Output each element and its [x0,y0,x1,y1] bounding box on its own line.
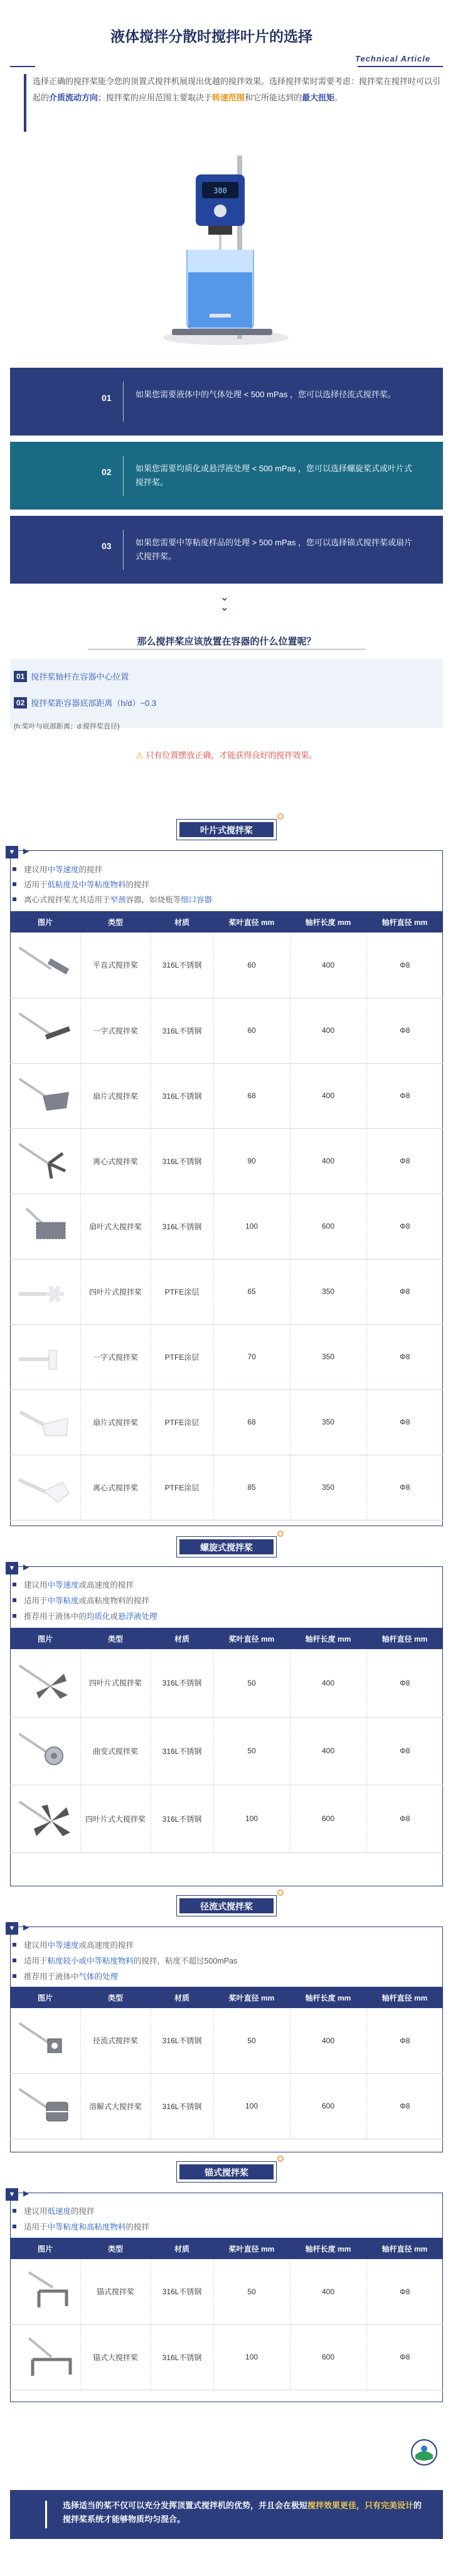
bullet-highlight: 窄颈 [110,895,126,904]
triangle-icon: ▶ [23,1923,29,1932]
column-header: 轴杆长度 mm [290,911,366,933]
impeller-image [10,1717,80,1785]
blade-diameter: 85 [213,1455,290,1520]
blade-diameter: 60 [213,998,290,1063]
shaft-diameter: Φ8 [366,933,443,998]
bullet-item [13,1579,134,1590]
impeller-material: 316L不锈钢 [151,1785,213,1852]
column-header: 类型 [80,1987,151,2008]
ptfe-fan-icon [14,1399,77,1443]
column-header: 桨叶直径 mm [213,1628,290,1649]
bullet-highlight: 细口容器 [181,895,213,904]
impeller-type: 扇片式搅拌桨 [80,1389,151,1455]
table-row [10,2259,443,2324]
shaft-length: 400 [290,933,366,998]
impeller-type: 扇叶式大搅拌桨 [80,1194,151,1259]
bullet-text: 建议用 [24,1941,48,1950]
blade-diameter: 100 [213,2073,290,2139]
blade-diameter: 50 [213,2259,290,2324]
shaft-length: 350 [290,1324,366,1389]
table-row [10,1785,443,1852]
shaft-length: 600 [290,2073,366,2139]
table-row [10,1649,443,1717]
blade-diameter: 100 [213,1194,290,1259]
square-bullet-icon [13,1959,16,1962]
bullet-item [13,2221,149,2232]
recommendation-card-2 [10,442,443,510]
column-header: 类型 [80,911,151,933]
header-rule-left [10,66,35,67]
impeller-type: 径流式搅拌桨 [80,2008,151,2073]
column-header: 桨叶直径 mm [213,2238,290,2259]
decor-dot-icon [277,1889,284,1896]
impeller-material: 316L不锈钢 [151,1194,213,1259]
bullet-highlight: 低粘度及中等粘度物料 [47,880,126,889]
table-row [10,2073,443,2139]
impeller-type: 四叶片式搅拌桨 [80,1649,151,1717]
intro-highlight-torque: 最大扭矩 [302,93,335,102]
impeller-type: 一字式搅拌桨 [80,1324,151,1389]
serrated-large-icon [14,1204,77,1248]
bullet-item [13,2205,95,2216]
impeller-material: 316L不锈钢 [151,1128,213,1194]
impeller-material: PTFE涂层 [151,1259,213,1324]
impeller-type: 锚式搅拌桨 [80,2259,151,2324]
impeller-image [10,1259,80,1324]
section-heading-radial [176,1895,277,1916]
intro-text-1: 选择正确的搅拌桨能令您的顶置式搅拌机展现出优越的搅拌效果。选择搅拌桨时需要考虑：搅拌桨在搅拌时可以引起的 [33,77,441,102]
bullet-item [13,863,102,875]
impeller-material: 316L不锈钢 [151,998,213,1063]
bullet-item [13,1939,134,1950]
triangle-icon: ▶ [23,2189,29,2198]
shaft-diameter: Φ8 [366,1063,443,1128]
chevron-down-icon: ⌄ [220,592,229,603]
column-header: 材质 [151,2238,213,2259]
table-row [10,1128,443,1194]
blade-diameter: 50 [213,2008,290,2073]
column-header: 轴杆长度 mm [290,2238,366,2259]
shaft-diameter: Φ8 [366,1389,443,1455]
ptfe-single-blade-icon [14,1334,77,1378]
shaft-diameter: Φ8 [366,2259,443,2324]
shaft-diameter: Φ8 [366,1455,443,1520]
impeller-image [10,2008,80,2073]
arrow-down-icon: ▼ [6,1562,18,1574]
square-bullet-icon [13,1598,16,1602]
section-title: 径流式搅拌桨 [179,1898,274,1913]
card-number: 02 [102,467,112,477]
card-text: 如果您需要液体中的气体处理 < 500 mPas ，您可以选择径流式搅拌桨。 [136,390,396,399]
blade-diameter: 100 [213,1785,290,1852]
bullet-item [13,879,149,890]
section-heading-blade [176,819,277,840]
flat-paddle-icon [14,942,77,986]
bullet-highlight: 中等速度 [47,1941,79,1950]
arrow-down-icon: ▼ [6,1922,18,1935]
bullet-highlight: 悬浮液处理 [118,1612,157,1621]
single-blade-icon [14,1008,77,1052]
bullet-text: 或高粘度物料的搅拌 [78,1596,150,1605]
column-header: 图片 [10,911,80,933]
impeller-type: 四叶片式搅拌桨 [80,1259,151,1324]
bullet-text: 或高速度的搅拌 [78,1581,134,1590]
position-note: (h:桨叶与底部距离；d:搅拌桨直径) [14,723,120,730]
shaft-diameter: Φ8 [366,1128,443,1194]
square-bullet-icon [13,1974,16,1978]
radial-large-icon [14,2083,77,2127]
bullet-text: 建议用 [24,865,48,874]
bullet-item [13,1955,237,1966]
position-question-title: 那么搅拌桨应该放置在容器的什么位置呢？ [137,636,316,647]
impeller-material: 316L不锈钢 [151,1063,213,1128]
bullet-highlight: 低速度 [47,2207,72,2216]
impeller-material: 316L不锈钢 [151,1649,213,1717]
shaft-diameter: Φ8 [366,1785,443,1852]
shaft-length: 400 [290,1649,366,1717]
recommendation-card-3 [10,516,443,584]
bullet-highlight: 中等速度 [47,1581,79,1590]
impeller-type: 四叶片式大搅拌桨 [80,1785,151,1852]
impeller-material: PTFE涂层 [151,1324,213,1389]
footer-banner [10,2490,443,2539]
column-header: 图片 [10,1987,80,2008]
impeller-image [10,1063,80,1128]
impeller-type: 离心式搅拌桨 [80,1128,151,1194]
bullet-item [13,1595,149,1606]
bullet-text: 适用于 [24,1957,48,1965]
ptfe-four-blade-icon [14,1269,77,1313]
spec-table-blade [10,911,443,1520]
ptfe-centrifugal-icon [14,1465,77,1509]
arrow-down-icon: ▼ [6,2188,18,2201]
square-bullet-icon [13,1583,16,1586]
blade-diameter: 70 [213,1324,290,1389]
position-item-1 [14,670,129,682]
table-row [10,998,443,1063]
shaft-diameter: Φ8 [366,1194,443,1259]
triangle-icon: ▶ [23,1563,29,1571]
bullet-text: 容器，如烧瓶等 [125,895,181,904]
shaft-length: 350 [290,1259,366,1324]
page-title: 液体搅拌分散时搅拌叶片的选择 [110,28,312,45]
card-text: 如果您需要均质化或悬浮液处理 < 500 mPas ，您可以选择螺旋桨式或叶片式搅拌桨。 [136,464,412,487]
section-heading-anchor [176,2161,277,2183]
square-bullet-icon [13,882,16,886]
position-item-number: 01 [14,671,27,682]
blade-diameter: 90 [213,1128,290,1194]
blade-diameter: 60 [213,933,290,998]
impeller-image [10,1128,80,1194]
impeller-type: 溶解式大搅拌桨 [80,2073,151,2139]
intro-text-3: 和它所能达到的 [245,93,302,102]
impeller-image [10,998,80,1063]
impeller-type: 扇片式搅拌桨 [80,1063,151,1128]
shaft-length: 400 [290,1063,366,1128]
shaft-diameter: Φ8 [366,2008,443,2073]
shaft-diameter: Φ8 [366,1649,443,1717]
shaft-length: 400 [290,998,366,1063]
svg-text:300: 300 [213,186,227,195]
intro-accent-bar [24,74,26,132]
impeller-material: 316L不锈钢 [151,1717,213,1785]
impeller-material: PTFE涂层 [151,1455,213,1520]
bullet-highlight: 气体的处理 [78,1972,119,1981]
spec-table-propeller [10,1628,443,1853]
warning-icon: ⚠ [136,751,144,760]
position-warning [0,749,453,761]
spec-table-anchor [10,2238,443,2390]
column-header: 类型 [80,2238,151,2259]
column-header: 桨叶直径 mm [213,1987,290,2008]
page-subtitle: Technical Article [355,54,431,63]
decor-dot-icon [277,813,284,820]
impeller-image [10,2324,80,2390]
bullet-item [13,1970,118,1982]
warning-text: 只有位置摆放正确，才能获得良好的搅拌效果。 [146,751,317,760]
bullet-text: 适用于 [24,880,48,889]
column-header: 类型 [80,1628,151,1649]
impeller-type: 平直式搅拌桨 [80,933,151,998]
spec-table-radial [10,1987,443,2139]
bullet-text: 的搅拌，粘度不超过500mPas [134,1957,238,1965]
card-divider [123,382,124,422]
brand-logo-icon [410,2439,438,2466]
shaft-diameter: Φ8 [366,2073,443,2139]
square-bullet-icon [13,867,16,871]
centrifugal-icon [14,1138,77,1182]
propeller-large-icon [14,1796,77,1840]
footer-text-2: 的搅拌桨系统才能够物质均匀混合。 [63,2501,422,2524]
impeller-type: 曲变式搅拌桨 [80,1717,151,1785]
bullet-text: 的搅拌 [78,865,103,874]
bullet-text: 的搅拌 [125,2223,150,2231]
column-header: 轴杆长度 mm [290,1987,366,2008]
intro-highlight-flow: 介质流动方向 [49,93,99,102]
bullet-text: 的搅拌 [71,2207,95,2216]
bullet-item [13,1610,157,1622]
triangle-icon: ▶ [23,847,29,855]
section-title: 叶片式搅拌桨 [179,822,274,837]
card-number: 01 [102,393,112,403]
column-header: 材质 [151,911,213,933]
impeller-image [10,1389,80,1455]
anchor-icon [14,2269,77,2312]
impeller-image [10,2259,80,2324]
square-bullet-icon [13,2225,16,2228]
section-heading-propeller [176,1536,277,1558]
shaft-length: 350 [290,1455,366,1520]
column-header: 轴杆直径 mm [366,1628,443,1649]
column-header: 轴杆直径 mm [366,2238,443,2259]
fan-blade-icon [14,1073,77,1117]
blade-diameter: 50 [213,1649,290,1717]
column-header: 桨叶直径 mm [213,911,290,933]
bullet-text: 推荐用于液体中 [24,1972,79,1981]
shaft-length: 400 [290,2259,366,2324]
footer-accent-bar [45,2501,47,2528]
intro-highlight-speed: 转速范围 [212,93,245,102]
square-bullet-icon [13,897,16,901]
blade-diameter: 50 [213,1717,290,1785]
chevron-down-icon: ⌄ [220,602,229,613]
impeller-image [10,1649,80,1717]
position-item-number: 02 [14,697,27,708]
header-rule-right [358,66,443,67]
impeller-image [10,1194,80,1259]
square-bullet-icon [13,1943,16,1947]
bullet-text: 离心式搅拌桨尤其适用于 [24,895,110,904]
bullet-highlight: 中等速度 [47,865,79,874]
bullet-text: 适用于 [24,2223,48,2231]
card-divider [123,456,124,496]
overhead-stirrer-image [156,149,296,349]
shaft-length: 400 [290,2008,366,2073]
blade-diameter: 65 [213,1259,290,1324]
shaft-length: 400 [290,1128,366,1194]
card-text: 如果您需要中等粘度样品的处理 > 500 mPas ，您可以选择锚式搅拌桨或扇片式搅拌桨。 [136,538,412,561]
impeller-image [10,1324,80,1389]
table-row [10,1194,443,1259]
bullet-item [13,894,212,905]
shaft-diameter: Φ8 [366,2324,443,2390]
column-header: 轴杆直径 mm [366,911,443,933]
radial-small-icon [14,2018,77,2061]
section-title: 锚式搅拌桨 [179,2164,274,2179]
column-header: 轴杆长度 mm [290,1628,366,1649]
table-row [10,1455,443,1520]
footer-highlight: 搅拌效果更佳，只有完美设计 [307,2501,414,2510]
shaft-length: 600 [290,2324,366,2390]
shaft-diameter: Φ8 [366,1324,443,1389]
bullet-text: 建议用 [24,2207,48,2216]
column-header: 轴杆直径 mm [366,1987,443,2008]
table-row [10,2008,443,2073]
column-header: 材质 [151,1987,213,2008]
impeller-type: 锚式大搅拌桨 [80,2324,151,2390]
intro-text-2: ；搅拌桨的应用范围主要取决于 [98,93,213,102]
shaft-diameter: Φ8 [366,1717,443,1785]
shaft-length: 600 [290,1194,366,1259]
bullet-text: 推荐用于液体中的 [24,1612,87,1621]
table-row [10,1259,443,1324]
position-item-2 [14,697,156,708]
bullet-highlight: 中等粘度和高粘度物料 [47,2223,126,2231]
square-bullet-icon [13,2209,16,2213]
bullet-text: 的搅拌 [125,880,150,889]
column-header: 图片 [10,2238,80,2259]
blade-diameter: 68 [213,1389,290,1455]
table-row [10,1717,443,1785]
impeller-image [10,933,80,998]
position-item-text: 搅拌桨轴杆在容器中心位置 [31,672,129,681]
position-info-box [10,659,443,728]
bullet-highlight: 粘度较小或中等粘度物料 [47,1957,134,1965]
card-number: 03 [102,541,112,551]
table-row [10,1063,443,1128]
impeller-material: 316L不锈钢 [151,2073,213,2139]
table-row [10,2324,443,2390]
recommendation-card-1 [10,368,443,436]
card-divider [123,530,124,570]
intro-paragraph [33,73,440,106]
anchor-large-icon [14,2334,77,2378]
impeller-material: PTFE涂层 [151,1389,213,1455]
impeller-material: 316L不锈钢 [151,2324,213,2390]
shaft-length: 600 [290,1785,366,1852]
decor-dot-icon [277,1531,284,1537]
section-title: 螺旋式搅拌桨 [179,1539,274,1554]
arrow-down-icon: ▼ [6,846,18,858]
shaft-diameter: Φ8 [366,998,443,1063]
decor-dot-icon [277,2156,284,2162]
propeller-disc-icon [14,1728,77,1772]
column-header: 材质 [151,1628,213,1649]
shaft-length: 400 [290,1717,366,1785]
impeller-image [10,1455,80,1520]
table-row [10,1324,443,1389]
blade-diameter: 68 [213,1063,290,1128]
impeller-type: 一字式搅拌桨 [80,998,151,1063]
impeller-material: 316L不锈钢 [151,2008,213,2073]
column-header: 图片 [10,1628,80,1649]
impeller-image [10,1785,80,1852]
impeller-type: 离心式搅拌桨 [80,1455,151,1520]
bullet-text: 或 [110,1612,119,1621]
propeller-four-icon [14,1660,77,1704]
intro-text-4: 。 [334,93,343,102]
table-row [10,933,443,998]
blade-diameter: 100 [213,2324,290,2390]
bullet-text: 适用于 [24,1596,48,1605]
impeller-material: 316L不锈钢 [151,933,213,998]
bullet-text: 建议用 [24,1581,48,1590]
bullet-highlight: 中等粘度 [47,1596,79,1605]
footer-text-1: 选择适当的桨不仅可以充分发挥顶置式搅拌机的优势，并且会在极短 [63,2501,308,2510]
impeller-image [10,2073,80,2139]
square-bullet-icon [13,1614,16,1618]
impeller-material: 316L不锈钢 [151,2259,213,2324]
bullet-text: 或高速度的搅拌 [78,1941,134,1950]
bullet-highlight: 均质化 [87,1612,110,1621]
shaft-diameter: Φ8 [366,1259,443,1324]
position-item-text: 搅拌桨距容器底部距离（h/d）~0.3 [31,698,157,708]
shaft-length: 350 [290,1389,366,1455]
table-row [10,1389,443,1455]
